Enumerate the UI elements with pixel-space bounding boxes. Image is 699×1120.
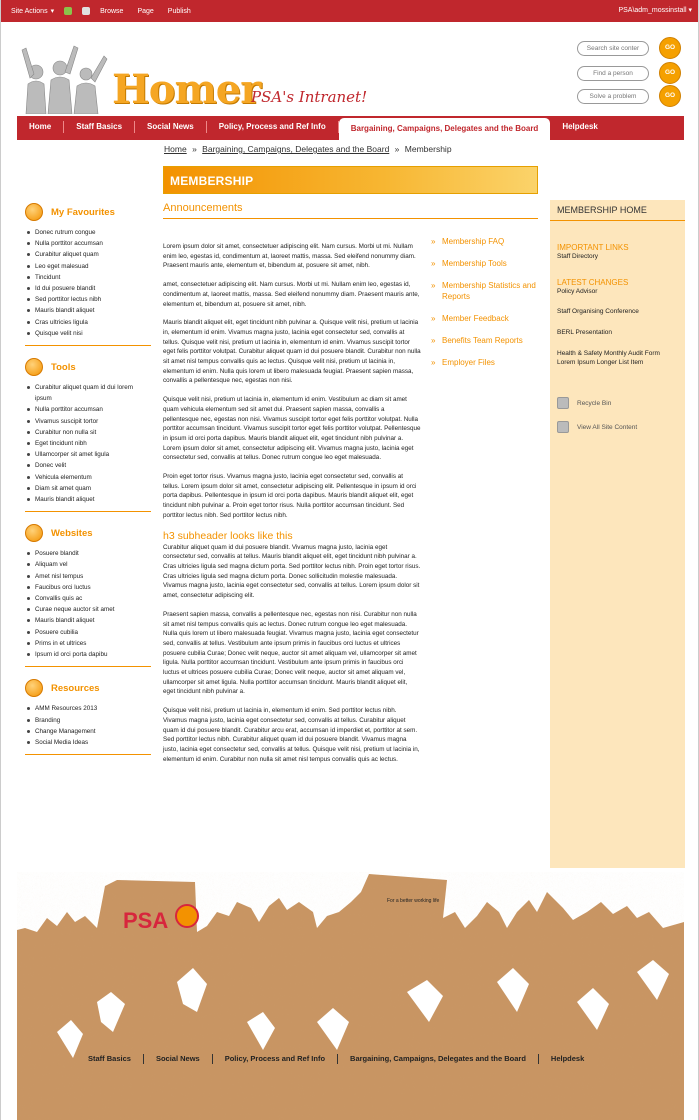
list-item[interactable]: Convallis quis ac [25,593,151,604]
paragraph: Quisque velit nisi, pretium ut lacinia in, elementum id enim. Sed porttitor lectus nibh. Vivamus magna justo, lacinia eget consectetur sed, convallis at tellus. Curabitur aliquet quam id dui posuere blandit. Curabitur arcu erat, accumsan id imperdiet et, porttitor at sem. Sed porttitor lectus nibh. Curabitur aliquet quam id dui posuere blandit. Vivamus magna justo, lacinia eget consectetur sed, convallis at tellus. Quisque velit nisi, pretium ut lacinia in, elementum id enim. Curabitur non nulla sit amet nisl tempus convallis quis ac lectus. [163,707,420,763]
resources-icon [25,679,43,697]
site-actions-menu[interactable] [11,7,54,15]
tools-icon [25,358,43,376]
find-person-row [577,62,681,84]
list-item[interactable]: Quisque velit nisi [25,328,151,339]
recycle-bin-icon [557,397,569,409]
change-item[interactable]: Staff Organising Conference [557,308,639,315]
list-item[interactable]: AMM Resources 2013 [25,703,151,714]
latest-changes-heading: LATEST CHANGES [557,278,629,287]
link-membership-statistics[interactable]: » Membership Statistics and Reports [431,280,536,302]
websites-icon [25,524,43,542]
navigate-up-icon[interactable] [64,7,72,15]
breadcrumb-separator: » [394,144,400,154]
important-links-heading: IMPORTANT LINKS [557,243,629,252]
list-item[interactable]: Branding [25,715,151,726]
edit-page-icon[interactable] [82,7,90,15]
tab-publish[interactable]: Publish [167,7,191,15]
nav-home[interactable]: Home [17,121,64,133]
link-member-feedback[interactable]: » Member Feedback [431,313,536,324]
websites-section [25,521,151,667]
list-item[interactable]: Eget tincidunt nibh [25,438,151,449]
list-item[interactable]: Curae neque auctor sit amet [25,604,151,615]
paragraph: Mauris blandit aliquet elit, eget tincidunt nibh pulvinar a. Quisque velit nisi, pretium ut lacinia in, elementum id enim. Vivamus magna justo, lacinia eget consectetur sed, convallis at tellus. Quisque velit nisi, pretium ut lacinia in, elementum id enim. Vivamus suscipit tortor eget felis porttitor volutpat. Curabitur aliquet quam id dui posuere blandit. Curabitur non nulla sit amet nisl tempus convallis quis ac lectus. Quisque velit nisi, pretium ut lacinia in, elementum id enim. Nulla quis lorem ut libero malesuada feugiat. Praesent sapien massa, convallis a pellentesque nec, egestas non nisi. [163,319,421,385]
search-input[interactable]: Search site conter [577,41,649,56]
breadcrumb-section-link[interactable]: Bargaining, Campaigns, Delegates and the Board [202,144,390,154]
footer-navigation [76,1054,596,1064]
list-item[interactable]: Curabitur aliquet quam [25,249,151,260]
recycle-bin-link[interactable]: Recycle Bin [557,397,678,409]
homer-logo[interactable]: Homer [112,66,261,113]
page-title-bar [163,166,538,194]
solve-problem-row [577,85,681,107]
paragraph: Lorem ipsum dolor sit amet, consectetuer adipiscing elit. Nam cursus. Morbi ut mi. Nullam enim leo, egestas id, condimentum at, laoreet mattis, massa. Sed eleifend nonummy diam. Praesent mauris ante, elementum et, bibendum at, posuere sit amet, nibh. [163,243,416,270]
staff-directory-link[interactable]: Staff Directory [557,253,599,260]
paragraph: amet, consectetuer adipiscing elit. Nam cursus. Morbi ut mi. Nullam enim leo, egestas id, condimentum at, laoreet mattis, massa. Sed eleifend nonummy diam. Praesent mauris ante, elementum et, bibendum at, posuere sit amet, nibh. [163,281,420,308]
list-item[interactable]: Amet nisl tempus [25,571,151,582]
left-navigation [25,200,151,764]
find-person-go-button[interactable]: GO [659,62,681,84]
sharepoint-ribbon [1,0,699,22]
solve-problem-input[interactable]: Solve a problem [577,89,649,104]
nav-helpdesk[interactable]: Helpdesk [562,121,598,131]
paragraph: Proin eget tortor risus. Vivamus magna justo, lacinia eget consectetur sed, convallis at tellus. Lorem ipsum dolor sit amet, consectetur adipiscing elit. Pellentesque in ipsum id orci porta dapibus. Pellentesque in ipsum id orci porta dapibus. Mauris blandit aliquet elit, eget tincidunt nibh pulvinar a. Proin eget tortor risus. Nulla porttitor accumsan tincidunt. Sed porttitor lectus nibh. Sed porttitor lectus nibh. [163,473,417,519]
list-item[interactable]: Faucibus orci luctus [25,582,151,593]
nav-bargaining[interactable]: Bargaining, Campaigns, Delegates and the Board [339,118,551,140]
breadcrumb-separator: » [192,144,197,154]
tab-browse[interactable]: Browse [100,7,124,15]
list-item[interactable]: Curabitur aliquet quam id dui lorem ipsum [25,382,151,404]
list-item[interactable]: Prims in et ultrices [25,638,151,649]
view-all-content-link[interactable]: View All Site Content [557,421,678,433]
change-item[interactable]: BERL Presentation [557,329,613,336]
announcements-heading: Announcements [163,202,538,219]
list-item[interactable]: Ipsum id orci porta dapibu [25,649,151,660]
membership-links [431,236,536,379]
search-go-button[interactable]: GO [659,37,681,59]
footer-nav-bargaining[interactable]: Bargaining, Campaigns, Delegates and the Board [338,1054,539,1064]
list-item[interactable]: Donec velit [25,460,151,471]
list-item[interactable]: Aliquam vel [25,559,151,570]
footer-crowd-illustration [17,872,684,1120]
paragraph: Praesent sapien massa, convallis a pellentesque nec, egestas non nisi. Curabitur non nulla sit amet nisl tempus convallis quis ac lectus. Donec rutrum congue leo eget malesuada. Nulla quis lorem ut libero malesuada feugiat. Vivamus magna justo, lacinia eget consectetur sed, convallis at tellus. Vestibulum ante ipsum primis in faucibus orci luctus et ultrices posuere cubilia Curae; Donec velit neque, auctor sit amet aliquam vel, ullamcorper sit amet ligula. Nulla porttitor accumsan tincidunt. Vestibulum ante ipsum primis in faucibus orci luctus et ultrices posuere cubilia Curae; Donec velit neque, auctor sit amet aliquam vel, ullamcorper sit amet ligula. Nulla porttitor accumsan tincidunt. Mauris blandit aliquet elit, eget tincidunt nibh pulvinar a. [163,610,419,696]
page-title: MEMBERSHIP [170,174,254,188]
link-membership-faq[interactable]: » Membership FAQ [431,236,536,247]
site-header [16,22,685,116]
breadcrumb [164,144,452,154]
section-title[interactable]: My Favourites [51,206,115,218]
main-content [163,202,421,764]
chevron-down-icon: ▾ [50,8,55,15]
favourites-section [25,200,151,346]
list-item[interactable]: Nulla porttitor accumsan [25,404,151,415]
nav-staff-basics[interactable]: Staff Basics [64,121,135,133]
footer-nav-policy-process[interactable]: Policy, Process and Ref Info [213,1054,338,1064]
top-navigation [17,116,684,140]
list-item[interactable]: Cras ultricies ligula [25,317,151,328]
resources-section [25,676,151,755]
find-person-input[interactable]: Find a person [577,66,649,81]
list-item[interactable]: Tincidunt [25,272,151,283]
user-menu[interactable]: PSA\adm_mossinstall ▾ [618,7,692,14]
list-item[interactable]: Posuere blandit [25,548,151,559]
list-item[interactable]: Curabitur non nulla sit [25,427,151,438]
change-item[interactable]: Policy Advisor [557,288,598,295]
sign-text: For a better working life [387,898,440,904]
paragraph: Curabitur aliquet quam id dui posuere blandit. Vivamus magna justo, lacinia eget consectetur sed, convallis at tellus. Mauris blandit aliquet elit, eget tincidunt nibh pulvinar a. Cras ultricies ligula sed magna dictum porta. Sed porttitor lectus nibh. Proin eget tortor risus. Cras ultricies ligula sed magna dictum porta. Donec sollicitudin molestie malesuada. Vivamus magna justo, lacinia eget consectetur sed, convallis at tellus. Lorem ipsum dolor sit amet, consectetur adipiscing elit. [163,543,421,600]
search-site-row [577,37,681,59]
tools-section [25,355,151,512]
footer-nav-social-news[interactable]: Social News [144,1054,213,1064]
list-item[interactable]: Change Management [25,726,151,737]
change-item[interactable]: Health & Safety Monthly Audit Form Lorem Ipsum Longer List Item [557,350,660,366]
list-item[interactable]: Mauris blandit aliquet [25,615,151,626]
list-item[interactable]: Diam sit amet quam [25,483,151,494]
site-tagline: PSA's Intranet! [251,88,368,106]
list-item[interactable]: Mauris blandit aliquet [25,305,151,316]
list-item[interactable]: Sed porttitor lectus nibh [25,294,151,305]
list-item[interactable]: Mauris blandit aliquet [25,494,151,505]
psa-logo-text: PSA [123,908,169,933]
heart-icon [25,203,43,221]
list-item[interactable]: Ullamcorper sit amet ligula [25,449,151,460]
section-title[interactable]: Websites [51,527,93,539]
list-item[interactable]: Nulla porttitor accumsan [25,238,151,249]
breadcrumb-home-link[interactable]: Home [164,144,187,154]
solve-problem-go-button[interactable]: GO [659,85,681,107]
list-item[interactable]: Vivamus suscipit tortor [25,416,151,427]
link-membership-tools[interactable]: » Membership Tools [431,258,536,269]
list-item[interactable]: Vehicula elementum [25,472,151,483]
protest-figures-logo [16,42,111,114]
site-content-icon [557,421,569,433]
footer-nav-helpdesk[interactable]: Helpdesk [550,1054,585,1063]
list-item[interactable]: Id dui posuere blandit [25,283,151,294]
link-employer-files[interactable]: » Employer Files [431,357,536,368]
list-item[interactable]: Donec rutrum congue [25,227,151,238]
paragraph: Quisque velit nisi, pretium ut lacinia in, elementum id enim. Vestibulum ac diam sit amet quam vehicula elementum sed sit amet dui. Praesent sapien massa, convallis a pellentesque nec, egestas non nisi. Vivamus suscipit tortor eget felis porttitor volutpat. Nulla porttitor accumsan tincidunt. Vivamus suscipit tortor eget felis porttitor volutpat. Pellentesque in ipsum id orci porta dapibus. Mauris blandit aliquet elit, eget tincidunt nibh pulvinar a. Lorem ipsum dolor sit amet, consectetur adipiscing elit. Vivamus magna justo, lacinia eget consectetur sed, convallis at tellus. Donec rutrum congue leo eget malesuada. [163,396,421,462]
section-title[interactable]: Tools [51,361,76,373]
site-actions-label: Site Actions [11,7,48,15]
footer-nav-staff-basics[interactable]: Staff Basics [76,1054,144,1064]
list-item[interactable]: Leo eget malesuad [25,261,151,272]
section-title[interactable]: Resources [51,682,100,694]
breadcrumb-current: Membership [404,144,452,154]
nav-policy-process[interactable]: Policy, Process and Ref Info [207,121,339,133]
right-sidebar [550,200,685,868]
tab-page[interactable]: Page [137,7,154,15]
subheader: h3 subheader looks like this [163,529,293,542]
list-item[interactable]: Posuere cubilia [25,627,151,638]
link-benefits-team-reports[interactable]: » Benefits Team Reports [431,335,536,346]
nav-social-news[interactable]: Social News [135,121,207,133]
membership-home-link[interactable]: MEMBERSHIP HOME [550,200,685,221]
list-item[interactable]: Social Media Ideas [25,737,151,748]
